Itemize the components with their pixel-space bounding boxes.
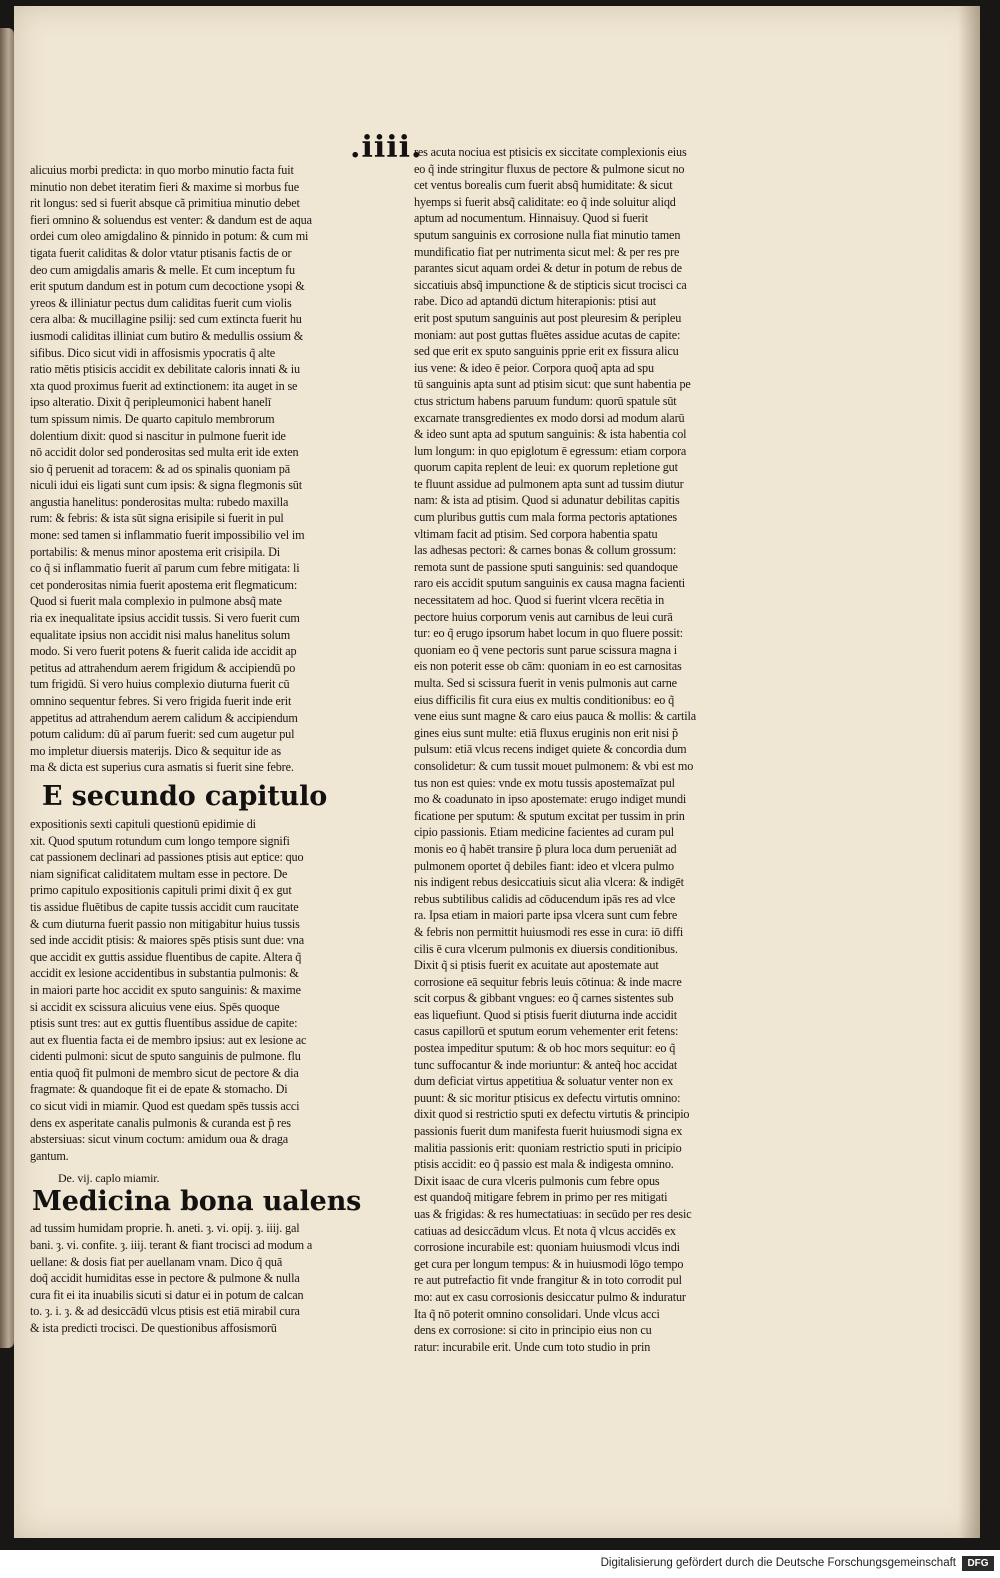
text-line: uellane: & dosis fiat per auellanam vnam. Dico q̃ quā [30,1254,283,1269]
text-line: siccatiuis absq̃ impunctione & de stipticis sicut trocisci ca [414,277,687,292]
text-line: omnino sequentur febres. Si vero frigida fuerit inde erit [30,694,292,708]
text-line: que accidit ex guttis assidue fluentibus de capite. Altera q̃ [30,949,302,964]
text-line: niculi idui eis ligati sunt cum ipsis: & signa flegmonis sūt [30,478,302,493]
text-line: ctus strictum habens paruum fundum: quorū spatule sūt [414,393,677,408]
text-line: res acuta nociua est ptisicis ex siccitate complexionis eius [414,145,687,159]
text-line: puunt: & sic moritur ptisicus ex defectu virtutis omnino: [414,1090,681,1105]
text-line: dens ex asperitate canalis pulmonis & curanda est p̃ res [30,1115,291,1130]
text-line: appetitus ad attrahendum aerem calidum & accipiendum [30,710,298,725]
text-line: alicuius morbi predicta: in quo morbo minutio facta fuit [30,163,294,177]
text-line: entia quoq̃ fit pulmoni de membro sicut de pectore & dia [30,1065,299,1080]
text-line: quorum capita replent de leui: ex quorum repletione gut [414,460,678,475]
text-line: xta quod proximus fuerit ad extinctionem: ita auget in se [30,378,298,393]
text-line: & febris non permittit huiusmodi res esse in cura: iō diffi [414,924,684,939]
text-line: abstersiuas: sicut vinum coctum: amidum oua & draga [30,1132,289,1147]
text-line: potum calidum: dū aī parum fuerit: sed cum augetur pul [30,727,295,742]
folio-number: .iiii. [350,130,423,165]
text-line: mo & coadunato in ipso apostemate: erugo indiget mundi [414,792,687,807]
text-line: nam: & ista ad ptisim. Quod si adunatur debilitas capitis [414,493,680,508]
text-line: expositionis sexti capituli questionū epidimie di [30,816,256,831]
text-line: raro eis accidit sputum sanguinis ex causa magna facienti [414,576,685,591]
text-line: ficatione per sputum: & sputum excitat per tussim in prin [414,808,685,823]
text-line: eo q̃ inde stringitur fluxus de pectore & pulmone sicut no [414,161,685,176]
text-line: passionis fuerit dum manifesta fuerit huiusmodi signa ex [414,1124,683,1139]
text-line: tus non est quies: vnde ex motu tussis apostemaīzat pul [414,775,675,790]
text-line: rum: & febris: & ista sūt signa erisipile si fuerit in pul [30,511,284,526]
chapter-heading: E secundo capitulo [42,780,328,812]
text-line: sifibus. Dico sicut vidi in affosismis ypocratis q̃ alte [30,345,276,360]
text-line: Ita q̃ nō poterit omnino consolidari. Unde vlcus acci [414,1306,660,1321]
text-line: modo. Si vero fuerit potens & fuerit calida ide accidit ap [30,644,297,659]
text-line: petitus ad attrahendum aerem frigidum & accipiendū po [30,660,296,675]
text-line: ius vene: & ideo ē peior. Corpora quoq̃ apta ad spu [414,360,654,375]
text-line: cilis ē cura vlcerum pulmonis ex diuersis conditionibus. [414,941,678,956]
text-line: co q̃ si inflammatio fuerit aī parum cum febre mitigata: li [30,561,300,576]
text-line: las adhesas pectori: & carnes bonas & collum grossum: [414,543,677,558]
text-line: multa. Sed si scissura fuerit in venis pulmonis aut carne [414,676,677,690]
text-line: dolentium dixit: quod si nascitur in pulmone fuerit ide [30,428,286,443]
text-line: minutio non debet iteratim fieri & maxime si morbus fue [30,179,299,194]
text-line: monis eo q̃ habēt transire p̃ plura loca dum perueniāt ad [414,841,677,856]
text-line: angustia hanelitus: ponderositas multa: rubedo maxilla [30,494,289,509]
text-line: sed que erit ex sputo sanguinis pprie erit ex fissura alicu [414,344,679,359]
text-line: ma & dicta est superius cura asmatis si fuerit sine febre. [30,760,294,775]
text-line: mo impletur diuersis materijs. Dico & sequitur ide as [30,743,281,758]
text-line: portabilis: & menus minor apostema erit crisipila. Di [30,544,280,559]
text-line: parantes sicut aquam ordei & detur in potum de rebus de [414,261,682,276]
text-line: eis non poterit esse ob cām: quoniam in eo est carnositas [414,659,682,674]
text-line: cera alba: & mucillagine psilij: sed cum extincta fuerit hu [30,312,302,327]
text-line: & ista predicti trocisci. De questionibus affosismorū [30,1321,277,1335]
text-line: cet ponderositas nimia fuerit apostema erit flegmaticum: [30,577,298,592]
text-line: get cura per longum tempus: & in huiusmodi lōgo tempo [414,1256,684,1271]
text-line: moniam: aut post guttas fluētes assidue acutas de capite: [414,327,681,342]
page-edge-shadow [958,6,980,1538]
text-line: quoniam eo q̃ vene pectoris sunt parue scissura magna i [414,642,677,657]
text-line: cura fit ei ita inuabilis sicuti si datur ei in potum de calcan [30,1287,304,1302]
text-line: rit longus: sed si fuerit absque cã primitiua minutio debet [30,196,300,211]
text-line: mone: sed tamen si inflammatio fuerit impossibilio vel im [30,528,305,543]
text-line: ptisis sunt tres: aut ex guttis fluentibus assidue de capite: [30,1016,298,1031]
text-line: pulmonem oportet q̃ debiles fiant: ideo et vlcera pulmo [414,858,674,873]
text-line: casus capillorū et sputum eorum vehementer erit fetens: [414,1024,679,1039]
text-line: consolidetur: & cum tussit mouet pulmonem: & vbi est mo [414,758,694,773]
dfg-logo: DFG [962,1556,994,1571]
text-line: catiuas ad desiccādum vlcus. Et nota q̃ vlcus accidēs ex [414,1223,676,1238]
text-line: xit. Quod sputum rotundum cum longo tempore signifi [30,833,290,848]
left-column [30,162,370,1337]
text-line: cat passionem declinari ad passiones ptisis aut eptice: quo [30,850,304,865]
text-line: est quandoq̃ mitigare febrem in primo per res mitigati [414,1190,668,1205]
text-line: corrosione eā sequitur febris leuis cōtinua: & inde macre [414,974,682,989]
text-line: excarnate transgredientes ex modo dorsi ad modum alarū [414,410,685,425]
left-column-paragraphs-1 [30,162,370,776]
text-line: primo capitulo expositionis capituli primi dixit q̃ ex gut [30,883,292,898]
text-line: uas & frigidas: & res humectatiuas: in secūdo per res desic [414,1207,692,1221]
text-line: tis assidue fluētibus de capite tussis accidit cum raucitate [30,899,299,914]
right-column [414,144,754,1355]
text-line: erit sputum dandum est in potum cum decoctione ysopi & [30,279,305,294]
text-line: Quod si fuerit mala complexio in pulmone absq̃ mate [30,594,282,609]
text-line: gines eius sunt multe: etiā fluxus eruginis non erit nisi p̃ [414,725,678,740]
text-line: lum longum: in quo epiglotum ē egressum: etiam corpora [414,443,687,458]
text-line: mo: aut ex casu corrosionis desiccatur pulmo & induratur [414,1289,686,1304]
text-line: Dixit q̃ si ptisis fuerit ex acuitate aut apostemate aut [414,958,659,973]
text-line: nō accidit dolor sed ponderositas sed multa erit ide exten [30,445,299,460]
text-line: eius difficilis fit cura eius ex multis conditionibus: eo q̃ [414,692,675,707]
text-line: eas liquefiunt. Quod si ptisis fuerit diuturna inde accidit [414,1007,677,1022]
text-line: tum frigidū. Si vero huius complexio diuturna fuerit cū [30,677,290,692]
text-line: ra. Ipsa etiam in maiori parte ipsa vlcera sunt cum febre [414,908,678,923]
text-line: postea impeditur sputum: & ob hoc mors sequitur: eo q̃ [414,1041,676,1056]
text-line: nis indigent rebus desiccatiuis sicut alia vlcera: & indigēt [414,875,684,890]
text-line: sio q̃ peruenit ad toracem: & ad os spinalis quoniam pā [30,461,290,476]
text-line: fragmate: & quandoque fit ei de epate & stomacho. Di [30,1082,288,1097]
text-line: aptum ad nocumentum. Hinnaisuy. Quod si fuerit [414,211,648,226]
text-line: re aut putrefactio fit vnde frangitur & in toto corrodit pul [414,1273,682,1288]
text-line: cipio passionis. Etiam medicine facientes ad curam pul [414,825,674,840]
text-line: tū sanguinis apta sunt ad ptisim sicut: que sunt habentia pe [414,377,691,392]
text-line: dum deficiat virtus appetitiua & soluatur venter non ex [414,1074,674,1089]
footer-bar [0,1550,1000,1578]
text-line: corrosione incurabile est: quoniam huiusmodi vlcus indi [414,1240,680,1255]
text-line: scit corpus & gibbant vngues: eo q̃ carnes sistentes sub [414,991,674,1006]
text-line: tunc suffocantur & inde moriuntur: & anteq̃ hoc accidat [414,1057,678,1072]
text-line: aut ex fluentia facta ei de membro ipsius: aut ex lesione ac [30,1032,307,1047]
text-line: ratur: incurabile erit. Unde cum toto studio in prin [414,1339,651,1354]
text-line: ipso alteratio. Dixit q̃ peripleumonici habent hanelī [30,395,271,410]
text-line: niam significat caliditatem multam esse in pectore. De [30,866,288,881]
left-column-paragraphs-3 [30,1220,370,1336]
binding-edge [0,28,14,1348]
text-line: iusmodi caliditas illiniat cum butiro & medullis ossium & [30,328,304,343]
text-line: deo cum amigdalis amaris & melle. Et cum inceptum fu [30,262,295,277]
text-line: & ideo sunt apta ad sputum sanguinis: & ista habentia col [414,427,687,442]
text-line: ordei cum oleo amigdalino & pinnido in potum: & cum mi [30,229,309,244]
text-line: te fluunt assidue ad pulmonem apta sunt ad tussim diutur [414,476,684,491]
text-line: remota sunt de passione sputi sanguinis: sed quandoque [414,559,678,574]
text-line: necessitatem ad hoc. Quod si fuerint vlcera recētia in [414,593,665,608]
left-column-paragraphs-2 [30,816,370,1164]
text-line: cet ventus borealis cum fuerit absq̃ humiditate: & sicut [414,178,673,193]
text-line: Dixit isaac de cura vlceris pulmonis cum febre opus [414,1173,660,1188]
text-line: dens ex corrosione: si cito in principio eius non cu [414,1323,652,1338]
text-line: erit post sputum sanguinis aut post pleuresim & peripleu [414,310,682,325]
chapter-subheading: De. vij. caplo miamir. [58,1171,160,1186]
text-line: equalitate ipsius non accidit nisi malus hanelitus solum [30,627,291,642]
text-line: gantum. [30,1148,69,1163]
text-line: ria ex inequalitate ipsius accidit tussis. Si vero fuerit cum [30,611,300,626]
text-line: ratio mētis ptisicis accidit ex debilitate caloris innati & iu [30,362,300,377]
text-line: mundificatio fiat per nutrimenta sicut mel: & per res pre [414,244,680,259]
text-line: tum spissum nimis. De quarto capitulo membrorum [30,411,275,426]
text-line: accidit ex lesione accidentibus in substantia pulmonis: & [30,966,299,981]
text-line: in maiori parte hoc accidit ex sputo sanguinis: & maxime [30,982,301,997]
text-line: ptisis accidit: eo q̃ passio est mala & indigesta omnino. [414,1157,674,1172]
text-line: cum pluribus guttis cum mala forma pectoris aptationes [414,510,678,525]
text-line: malitia passionis erit: quoniam restrictio sputi in pricipio [414,1140,682,1155]
text-line: cidenti pulmoni: sicut de sputo sanguinis de pulmone. flu [30,1049,301,1064]
text-line: si accidit ex scissura alicuius vene eius. Spēs quoque [30,999,280,1014]
right-column-paragraphs [414,144,754,1355]
text-line: ad tussim humidam proprie. ħ. aneti. ȝ. vi. opij. ȝ. iiij. gal [30,1221,300,1236]
text-line: tigata fuerit caliditas & dolor vtatur ptisanis factis de or [30,245,292,260]
text-line: rabe. Dico ad aptandū dictum hiterapionis: ptisi aut [414,294,656,309]
text-line: bani. ȝ. vi. confite. ȝ. iiij. terant & fiant trocisci ad modum a [30,1238,313,1253]
text-line: pulsum: etiā vlcus recens indiget quiete & concordia dum [414,742,687,757]
footer-credit: Digitalisierung gefördert durch die Deutsche Forschungsgemeinschaft [600,1557,956,1569]
section-heading: Medicina bona ualens [32,1186,362,1218]
text-line: co sicut vidi in miamir. Quod est quedam spēs tussis acci [30,1099,300,1114]
text-line: vltimam facit ad ptisim. Sed corpora habentia spatu [414,526,658,541]
text-line: to. ȝ. i. ȝ. & ad desiccādū vlcus ptisis est etiā mirabil cura [30,1304,300,1319]
text-line: yreos & illiniatur pectus dum caliditas fuerit cum violis [30,295,292,310]
text-line: dixit quod si restrictio sputi ex defectu virtutis & principio [414,1107,690,1122]
text-line: pectore huius corporum venis aut carnibus de leui curā [414,609,673,624]
text-line: tur: eo q̃ erugo ipsorum habet locum in quo fluere possit: [414,626,684,641]
text-line: fieri omnino & soluendus est venter: & dandum est de aqua [30,212,312,227]
text-line: rebus subtilibus calidis ad cōducendum ipās res ad vlce [414,891,676,906]
text-line: vene eius sunt magne & caro eius pauca & mollis: & cartila [414,709,697,724]
text-line: sed inde accidit ptisis: & maiores spēs ptisis sunt due: vna [30,933,304,948]
text-line: sputum sanguinis ex corrosione nulla fiat minutio tamen [414,227,681,242]
text-line: hyemps si fuerit absq̃ caliditate: eo q̃ inde soluitur aliqd [414,194,676,209]
text-line: & cum diuturna fuerit passio non mitigabitur huius tussis [30,916,300,931]
text-line: doq̃ accidit humiditas esse in pectore & pulmone & nulla [30,1271,300,1286]
